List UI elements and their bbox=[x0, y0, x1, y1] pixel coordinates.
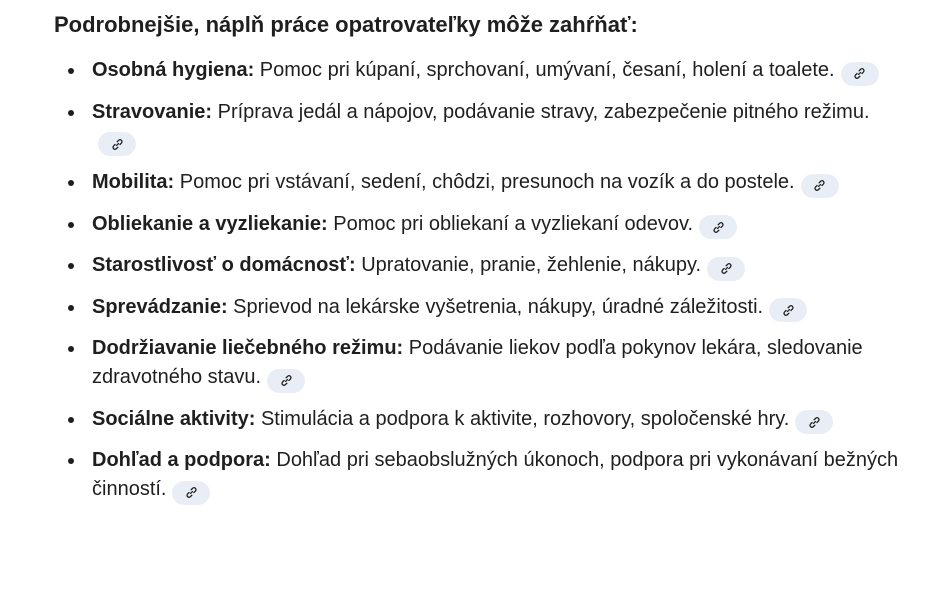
item-term: Obliekanie a vyzliekanie: bbox=[92, 212, 328, 235]
link-icon bbox=[853, 67, 866, 80]
item-term: Osobná hygiena: bbox=[92, 59, 255, 81]
item-term: Dohľad a podpora: bbox=[92, 449, 271, 471]
link-icon bbox=[185, 486, 198, 499]
source-link-button[interactable] bbox=[699, 215, 737, 239]
source-link-button[interactable] bbox=[795, 410, 833, 434]
source-link-button[interactable] bbox=[172, 481, 210, 505]
item-term: Stravovanie: bbox=[92, 100, 213, 123]
source-link-button[interactable] bbox=[267, 369, 305, 393]
item-description: Dohľad pri sebaobslužných úkonoch, podpora pri vykonávaní bežných činností. bbox=[92, 449, 899, 500]
source-link-button[interactable] bbox=[841, 62, 879, 86]
item-term: Sprevádzanie: bbox=[92, 295, 228, 318]
item-term: Mobilita: bbox=[92, 171, 175, 193]
item-description: Sprievod na lekárske vyšetrenia, nákupy, úradné záležitosti. bbox=[227, 295, 764, 318]
item-term: Sociálne aktivity: bbox=[92, 407, 256, 430]
source-link-button[interactable] bbox=[98, 132, 136, 156]
source-link-button[interactable] bbox=[707, 257, 745, 281]
item-description: Podávanie liekov podľa pokynov lekára, sledovanie zdravotného stavu. bbox=[92, 337, 863, 388]
item-description: Príprava jedál a nápojov, podávanie stravy, zabezpečenie pitného režimu. bbox=[212, 100, 870, 123]
link-icon bbox=[720, 262, 733, 275]
list-item bbox=[54, 98, 905, 157]
source-link-button[interactable] bbox=[801, 174, 839, 198]
link-icon bbox=[813, 179, 826, 192]
item-term: Starostlivosť o domácnosť: bbox=[92, 254, 356, 276]
item-description: Stimulácia a podpora k aktivite, rozhovory, spoločenské hry. bbox=[255, 407, 790, 430]
link-icon bbox=[280, 374, 293, 387]
list-item bbox=[54, 446, 905, 505]
item-term: Dodržiavanie liečebného režimu: bbox=[92, 337, 404, 359]
intro-heading: Podrobnejšie, náplň práce opatrovateľky môže zahŕňať: bbox=[54, 12, 638, 37]
list-item bbox=[54, 293, 905, 323]
list-item bbox=[54, 405, 905, 435]
link-icon bbox=[111, 138, 124, 151]
list-item bbox=[54, 210, 905, 240]
item-description: Pomoc pri vstávaní, sedení, chôdzi, presunoch na vozík a do postele. bbox=[174, 171, 795, 193]
duties-list bbox=[54, 56, 905, 505]
list-item bbox=[54, 168, 905, 198]
source-link-button[interactable] bbox=[769, 298, 807, 322]
link-icon bbox=[782, 304, 795, 317]
item-description: Pomoc pri kúpaní, sprchovaní, umývaní, česaní, holení a toalete. bbox=[254, 59, 835, 81]
list-item bbox=[54, 56, 905, 86]
link-icon bbox=[808, 416, 821, 429]
item-description: Pomoc pri obliekaní a vyzliekaní odevov. bbox=[327, 212, 694, 235]
link-icon bbox=[712, 221, 725, 234]
item-description: Upratovanie, pranie, žehlenie, nákupy. bbox=[355, 254, 702, 276]
list-item bbox=[54, 334, 905, 393]
list-item bbox=[54, 251, 905, 281]
